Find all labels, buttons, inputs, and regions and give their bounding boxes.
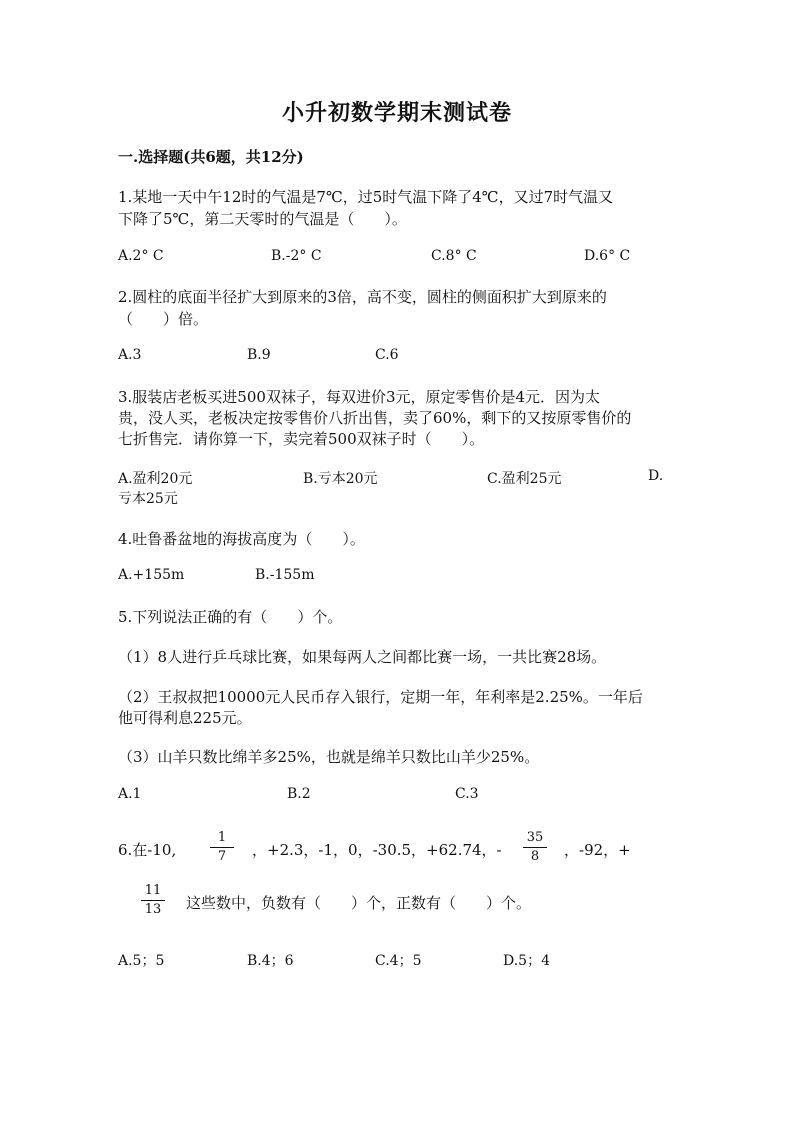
q3-option-a: A.盈利20元 [118,471,193,487]
question-1-text: 1.某地一天中午12时的气温是7℃，过5时气温下降了4℃，又过7时气温又 [118,188,614,206]
q2-option-b: B.9 [247,347,271,363]
q1-option-b: B.-2° C [271,248,322,264]
q3-option-d: D. [648,468,664,484]
q3-option-c: C.盈利25元 [487,471,562,487]
question-3-text: 3.服装店老板买进500双袜子，每双进价3元，原定零售价是4元．因为太 [118,388,601,406]
q4-option-b: B.-155m [255,567,315,583]
question-4-text: 4.吐鲁番盆地的海拔高度为（ ）。 [118,530,365,548]
q5-statement-2: （2）王叔叔把10000元人民币存入银行，定期一年，年利率是2.25%。一年后 [118,688,643,706]
q1-option-d: D.6° C [584,248,631,264]
q2-option-a: A.3 [118,347,142,363]
q2-option-c: C.6 [375,347,399,363]
q5-option-b: B.2 [287,786,311,802]
fraction-bar [210,847,234,848]
fraction-bar [141,900,165,901]
fraction-numerator: 11 [144,883,162,898]
q6-option-a: A.5；5 [118,953,165,969]
q5-statement-3: （3）山羊只数比绵羊多25%，也就是绵羊只数比山羊少25%。 [118,748,540,766]
q5-option-a: A.1 [118,786,142,802]
fraction-numerator: 1 [217,830,227,845]
fraction-numerator: 35 [526,830,544,845]
fraction-denominator: 13 [144,902,162,917]
q3-option-d-text: 亏本25元 [118,491,178,507]
fraction-11-13 [133,883,173,918]
question-2-text: 2.圆柱的底面半径扩大到原来的3倍，高不变，圆柱的侧面积扩大到原来的 [118,288,607,306]
fraction-bar [523,847,547,848]
q5-statement-1: （1）8人进行乒乓球比赛，如果每两人之间都比赛一场，一共比赛28场。 [118,648,607,666]
q1-option-c: C.8° C [431,248,477,264]
question-5-text: 5.下列说法正确的有（ ）个。 [118,608,343,626]
fraction-1-7 [202,830,242,865]
fraction-35-8 [515,830,555,865]
question-6-text-end: ，-92，+ [564,841,631,859]
q5-option-c: C.3 [455,786,479,802]
q6-option-d: D.5；4 [503,953,550,969]
q5-statement-2-cont: 他可得利息225元。 [118,709,252,727]
question-3-text-cont2: 七折售完．请你算一下，卖完着500双袜子时（ ）。 [118,430,485,448]
q6-option-c: C.4；5 [375,953,422,969]
question-6-text-cont: 这些数中，负数有（ ）个，正数有（ ）个。 [186,894,532,912]
question-3-text-cont1: 贵，没人买，老板决定按零售价八折出售，卖了60%，剩下的又按原零售价的 [118,409,632,427]
question-1-text-cont: 下降了5℃，第二天零时的气温是（ ）。 [118,210,407,228]
question-2-text-cont: （ ）倍。 [118,310,209,328]
question-6-text-mid: ，+2.3，-1，0，-30.5，+62.74，- [252,841,502,859]
q4-option-a: A.+155m [118,567,185,583]
fraction-denominator: 8 [530,849,540,864]
q6-option-b: B.4；6 [247,953,294,969]
question-6-text-start: 6.在-10, [118,841,177,859]
q3-option-b: B.亏本20元 [303,471,378,487]
section-heading: 一.选择题(共6题，共12分) [118,148,304,166]
page-title: 小升初数学期末测试卷 [281,100,512,126]
q1-option-a: A.2° C [118,248,164,264]
fraction-denominator: 7 [217,849,227,864]
